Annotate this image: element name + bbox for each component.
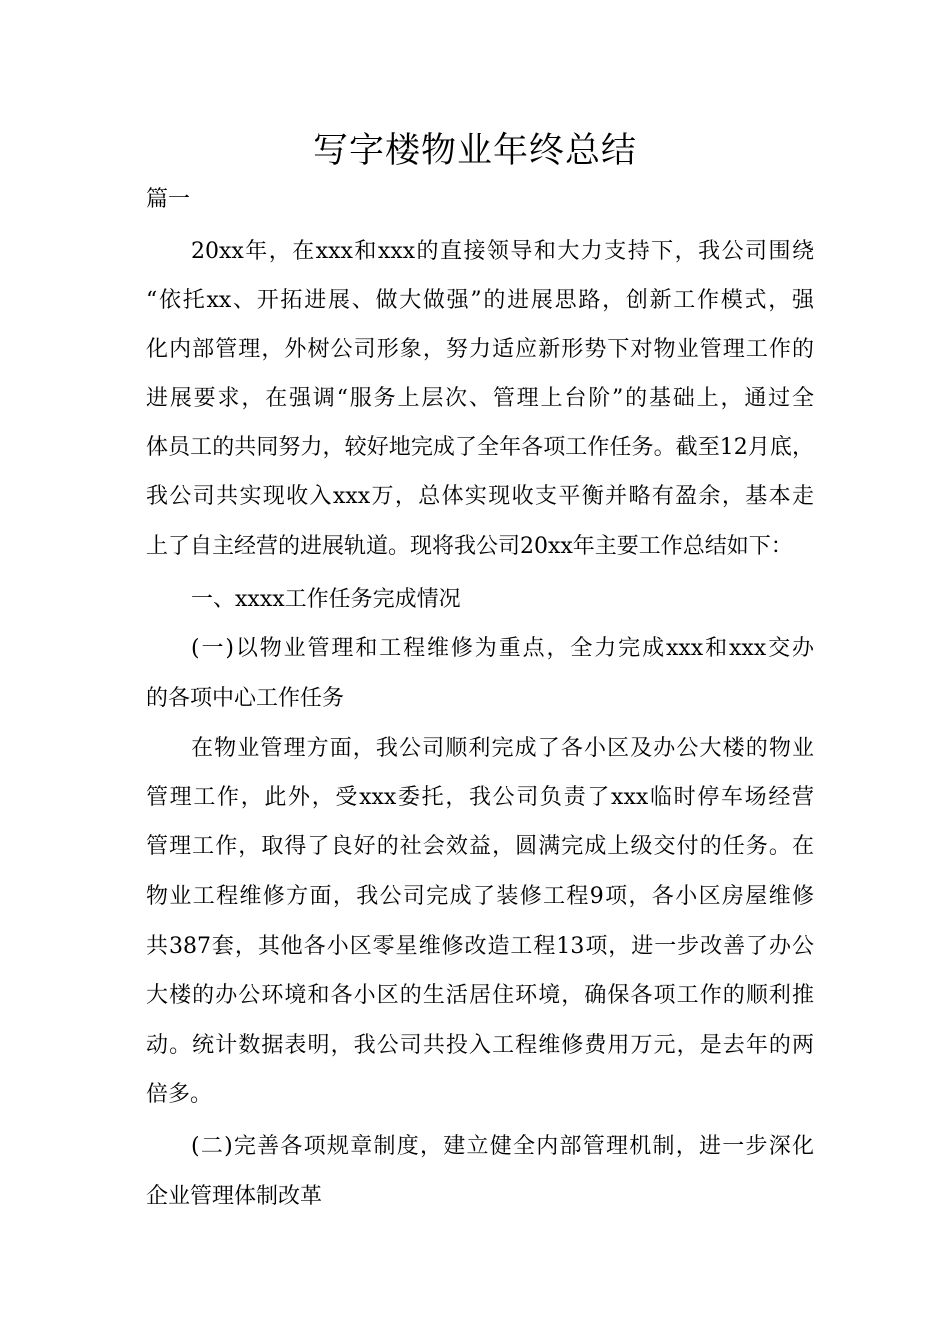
subsection-heading: 企业管理体制改革 <box>146 1184 323 1209</box>
subsection-heading: (二)完善各项规章制度，建立健全内部管理机制，进一步深化 <box>191 1134 814 1159</box>
paragraph-line: 在物业管理方面，我公司顺利完成了各小区及办公大楼的物业 <box>191 736 814 761</box>
paragraph-line: 管理工作，取得了良好的社会效益，圆满完成上级交付的任务。在 <box>146 834 814 859</box>
paragraph-line: 物业工程维修方面，我公司完成了装修工程9项，各小区房屋维修 <box>146 884 814 909</box>
paragraph-line: 化内部管理，外树公司形象，努力适应新形势下对物业管理工作的 <box>146 337 814 362</box>
paragraph-line: 管理工作，此外，受xxx委托，我公司负责了xxx临时停车场经营 <box>146 785 814 810</box>
section-label: 篇一 <box>146 187 191 212</box>
paragraph-line: 上了自主经营的进展轨道。现将我公司20xx年主要工作总结如下： <box>146 534 793 559</box>
paragraph-line: 共387套，其他各小区零星维修改造工程13项，进一步改善了办公 <box>146 934 814 959</box>
paragraph-line: 大楼的办公环境和各小区的生活居住环境，确保各项工作的顺利推 <box>146 983 814 1008</box>
paragraph-line: 动。统计数据表明，我公司共投入工程维修费用万元，是去年的两 <box>146 1033 814 1058</box>
subsection-heading: (一)以物业管理和工程维修为重点，全力完成xxx和xxx交办 <box>191 636 814 661</box>
paragraph-line: 进展要求，在强调“服务上层次、管理上台阶”的基础上，通过全 <box>146 386 814 411</box>
document-title: 写字楼物业年终总结 <box>312 131 637 171</box>
paragraph-line: 倍多。 <box>146 1082 213 1107</box>
paragraph-line: 体员工的共同努力，较好地完成了全年各项工作任务。截至12月底， <box>146 435 814 460</box>
section-heading: 一、xxxx工作任务完成情况 <box>191 587 461 612</box>
subsection-heading: 的各项中心工作任务 <box>146 686 345 711</box>
paragraph-line: 我公司共实现收入xxx万，总体实现收支平衡并略有盈余，基本走 <box>146 484 814 509</box>
paragraph-line: “依托xx、开拓进展、做大做强”的进展思路，创新工作模式，强 <box>146 288 814 313</box>
paragraph-line: 20xx年，在xxx和xxx的直接领导和大力支持下，我公司围绕 <box>191 239 814 264</box>
